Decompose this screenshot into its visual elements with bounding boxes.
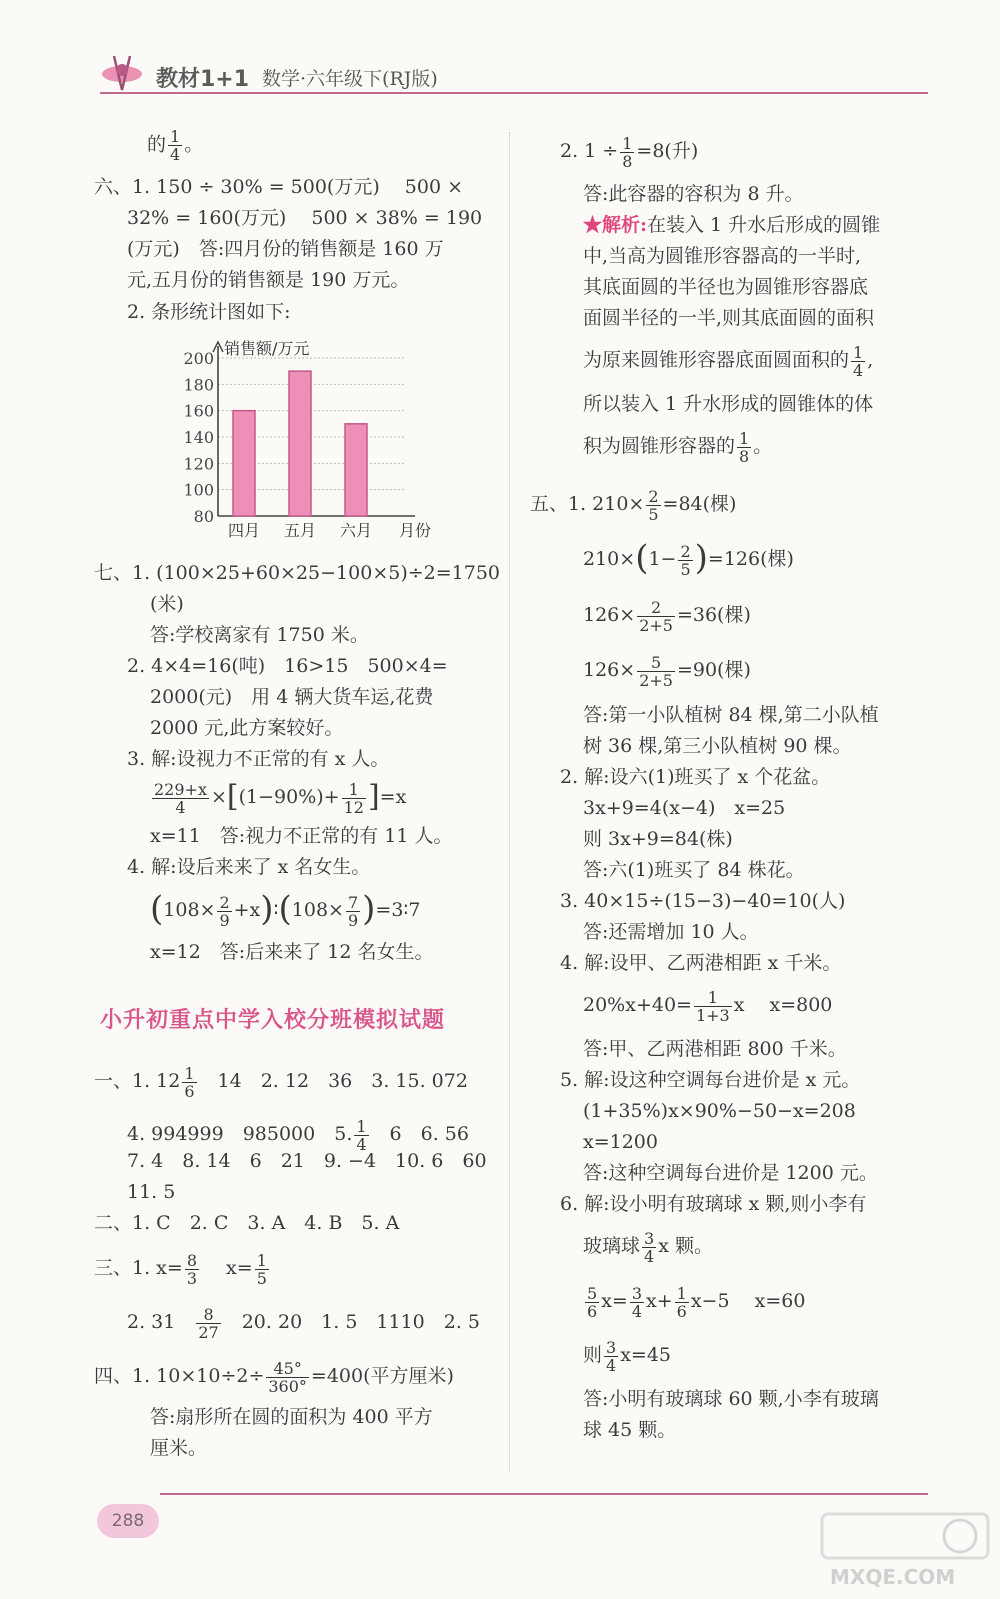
y-tick-label: 140 — [183, 428, 214, 447]
answer-line: 则 3x+9=84(株) — [583, 828, 733, 850]
header-emblem-icon — [100, 50, 150, 96]
y-tick-label: 160 — [183, 401, 214, 421]
x-tick-label: 六月 — [339, 521, 373, 540]
answer-line: 32% = 160(万元) 500 × 38% = 190 — [127, 207, 483, 229]
answer-line: 答:扇形所在圆的面积为 400 平方 — [150, 1406, 433, 1428]
answer-line: x=11 答:视力不正常的有 11 人。 — [150, 825, 453, 847]
y-tick-label: 120 — [183, 454, 214, 474]
answer-line: 答:还需增加 10 人。 — [583, 921, 759, 943]
answer-line: 2. 4×4=16(吨) 16>15 500×4= — [127, 655, 448, 677]
answer-line: 七、1. (100×25+60×25−100×5)÷2=1750 — [94, 562, 501, 584]
equation-line: $\frac{5}{6}$ x= $\frac{3}{4}$ x+ $\frac{1}{6}$ x−5 x=60 — [587, 1283, 806, 1321]
y-tick-label: 100 — [183, 480, 214, 500]
x-tick-label: 四月 — [227, 521, 261, 540]
chart-bar — [345, 424, 367, 516]
answer-line: 树 36 棵,第三小队植树 90 棵。 — [583, 735, 852, 757]
analysis-line: 所以装入 1 升水形成的圆锥体的体 — [583, 393, 874, 415]
answer-line: 4. 994999 985000 5. $\frac{1}{4}$ 6 6. 56 — [127, 1116, 469, 1154]
chart-bar — [289, 371, 311, 516]
x-tick-label: 五月 — [283, 521, 317, 540]
answer-line: 答:甲、乙两港相距 800 千米。 — [583, 1038, 847, 1060]
equation-line: $\frac{229+x}{4}$ ×[(1−90%)+ $\frac{1}{12}$ ]=x — [154, 779, 407, 817]
analysis-line: 积为圆锥形容器的 $\frac{1}{8}$ 。 — [583, 428, 773, 466]
answer-line: 一、1. 12 $\frac{1}{6}$ 14 2. 12 36 3. 15. 072 — [94, 1063, 468, 1101]
section-title: 小升初重点中学入校分班模拟试题 — [100, 1008, 446, 1033]
analysis-line: 其底面圆的半径也为圆锥形容器底 — [583, 276, 869, 298]
answer-line: x=12 答:后来来了 12 名女生。 — [150, 941, 434, 963]
answer-line: 答:小明有玻璃球 60 颗,小李有玻璃 — [583, 1388, 879, 1410]
answer-line: 3x+9=4(x−4) x=25 — [583, 797, 786, 819]
answer-line: 六、1. 150 ÷ 30% = 500(万元) 500 × — [94, 176, 464, 198]
answer-line: 的 $\frac{1}{4}$ 。 — [147, 127, 204, 164]
header-subject: 数学·六年级下(RJ版) — [262, 68, 438, 90]
analysis-line: ★解析:在装入 1 升水后形成的圆锥 — [583, 214, 881, 236]
answer-line: 3. 解:设视力不正常的有 x 人。 — [127, 748, 390, 770]
answer-line: 答:第一小队植树 84 棵,第二小队植 — [583, 704, 879, 726]
answer-line: 2. 解:设六(1)班买了 x 个花盆。 — [560, 766, 831, 788]
answer-line: 三、1. x= $\frac{8}{3}$ x= $\frac{1}{5}$ — [94, 1250, 267, 1288]
answer-line: (1+35%)x×90%−50−x=208 — [583, 1100, 856, 1122]
answer-line: 2000 元,此方案较好。 — [150, 717, 344, 739]
chart-bar — [233, 411, 255, 516]
y-tick-label: 80 — [193, 507, 214, 526]
answer-line: 3. 40×15÷(15−3)−40=10(人) — [560, 890, 846, 912]
answer-line: 7. 4 8. 14 6 21 9. −4 10. 6 60 — [127, 1150, 487, 1172]
answer-line: 答:此容器的容积为 8 升。 — [583, 183, 804, 205]
equation-line: 玻璃球 $\frac{3}{4}$ x 颗。 — [583, 1228, 713, 1266]
answer-line: 6. 解:设小明有玻璃球 x 颗,则小李有 — [560, 1193, 867, 1215]
bar-chart — [160, 330, 490, 555]
column-divider — [509, 132, 510, 1472]
answer-line: 球 45 颗。 — [583, 1419, 677, 1441]
answer-line: 四、1. 10×10÷2÷ $\frac{45^\circ}{360^\circ}$ =400(平方厘米) — [94, 1358, 454, 1396]
answer-line: 4. 解:设甲、乙两港相距 x 千米。 — [560, 952, 842, 974]
answer-line: (米) — [150, 593, 184, 615]
equation-line: 210×(1− $\frac{2}{5}$ )=126(棵) — [583, 538, 794, 579]
equation-line: (108× $\frac{2}{9}$ +x)∶(108× $\frac{7}{9}$ )=3∶7 — [150, 889, 421, 930]
answer-line: 2. 条形统计图如下: — [127, 301, 291, 323]
equation-line: 则 $\frac{3}{4}$ x=45 — [583, 1337, 672, 1375]
page-number: 288 — [97, 1504, 159, 1538]
answer-line: 2. 1 ÷ $\frac{1}{8}$ =8(升) — [560, 133, 699, 171]
answer-line: 5. 解:设这种空调每台进价是 x 元。 — [560, 1069, 861, 1091]
analysis-line: 面圆半径的一半,则其底面圆的面积 — [583, 307, 875, 329]
answer-line: 答:学校离家有 1750 米。 — [150, 624, 369, 646]
equation-line: 五、1. 210× $\frac{2}{5}$ =84(棵) — [530, 486, 737, 524]
y-axis-label: 销售额/万元 — [224, 339, 310, 358]
header-divider — [100, 92, 928, 94]
answer-line: 答:六(1)班买了 84 株花。 — [583, 859, 805, 881]
answer-line: 11. 5 — [127, 1181, 176, 1203]
footer-divider — [160, 1493, 928, 1495]
equation-line: 126× $\frac{5}{2+5}$ =90(棵) — [583, 652, 751, 690]
analysis-line: 中,当高为圆锥形容器高的一半时, — [583, 245, 862, 267]
x-axis-label: 月份 — [398, 521, 432, 540]
watermark-logo-icon — [820, 1510, 990, 1590]
analysis-line: 为原来圆锥形容器底面圆面积的 $\frac{1}{4}$ , — [583, 342, 874, 380]
answer-line: 答:这种空调每台进价是 1200 元。 — [583, 1162, 878, 1184]
answer-line: 二、1. C 2. C 3. A 4. B 5. A — [94, 1212, 400, 1234]
answer-line: x=1200 — [583, 1131, 658, 1153]
watermark — [820, 1510, 990, 1594]
equation-line: 126× $\frac{2}{2+5}$ =36(棵) — [583, 597, 751, 635]
answer-line: 厘米。 — [150, 1437, 208, 1459]
answer-line: 元,五月份的销售额是 190 万元。 — [127, 269, 410, 291]
answer-line: (万元) 答:四月份的销售额是 160 万 — [127, 238, 444, 260]
equation-line: 20%x+40= $\frac{1}{1+3}$ x x=800 — [583, 987, 833, 1025]
y-tick-label: 200 — [183, 349, 214, 368]
answer-line: 4. 解:设后来来了 x 名女生。 — [127, 856, 371, 878]
answer-line: 2. 31 $\frac{8}{27}$ 20. 20 1. 5 1110 2. 5 — [127, 1304, 481, 1342]
svg-text:MXQE.COM: MXQE.COM — [830, 1565, 956, 1589]
book-title: 教材1+1 — [156, 67, 250, 92]
y-tick-label: 180 — [183, 375, 214, 395]
page-header — [100, 56, 920, 96]
answer-line: 2000(元) 用 4 辆大货车运,花费 — [150, 686, 434, 708]
